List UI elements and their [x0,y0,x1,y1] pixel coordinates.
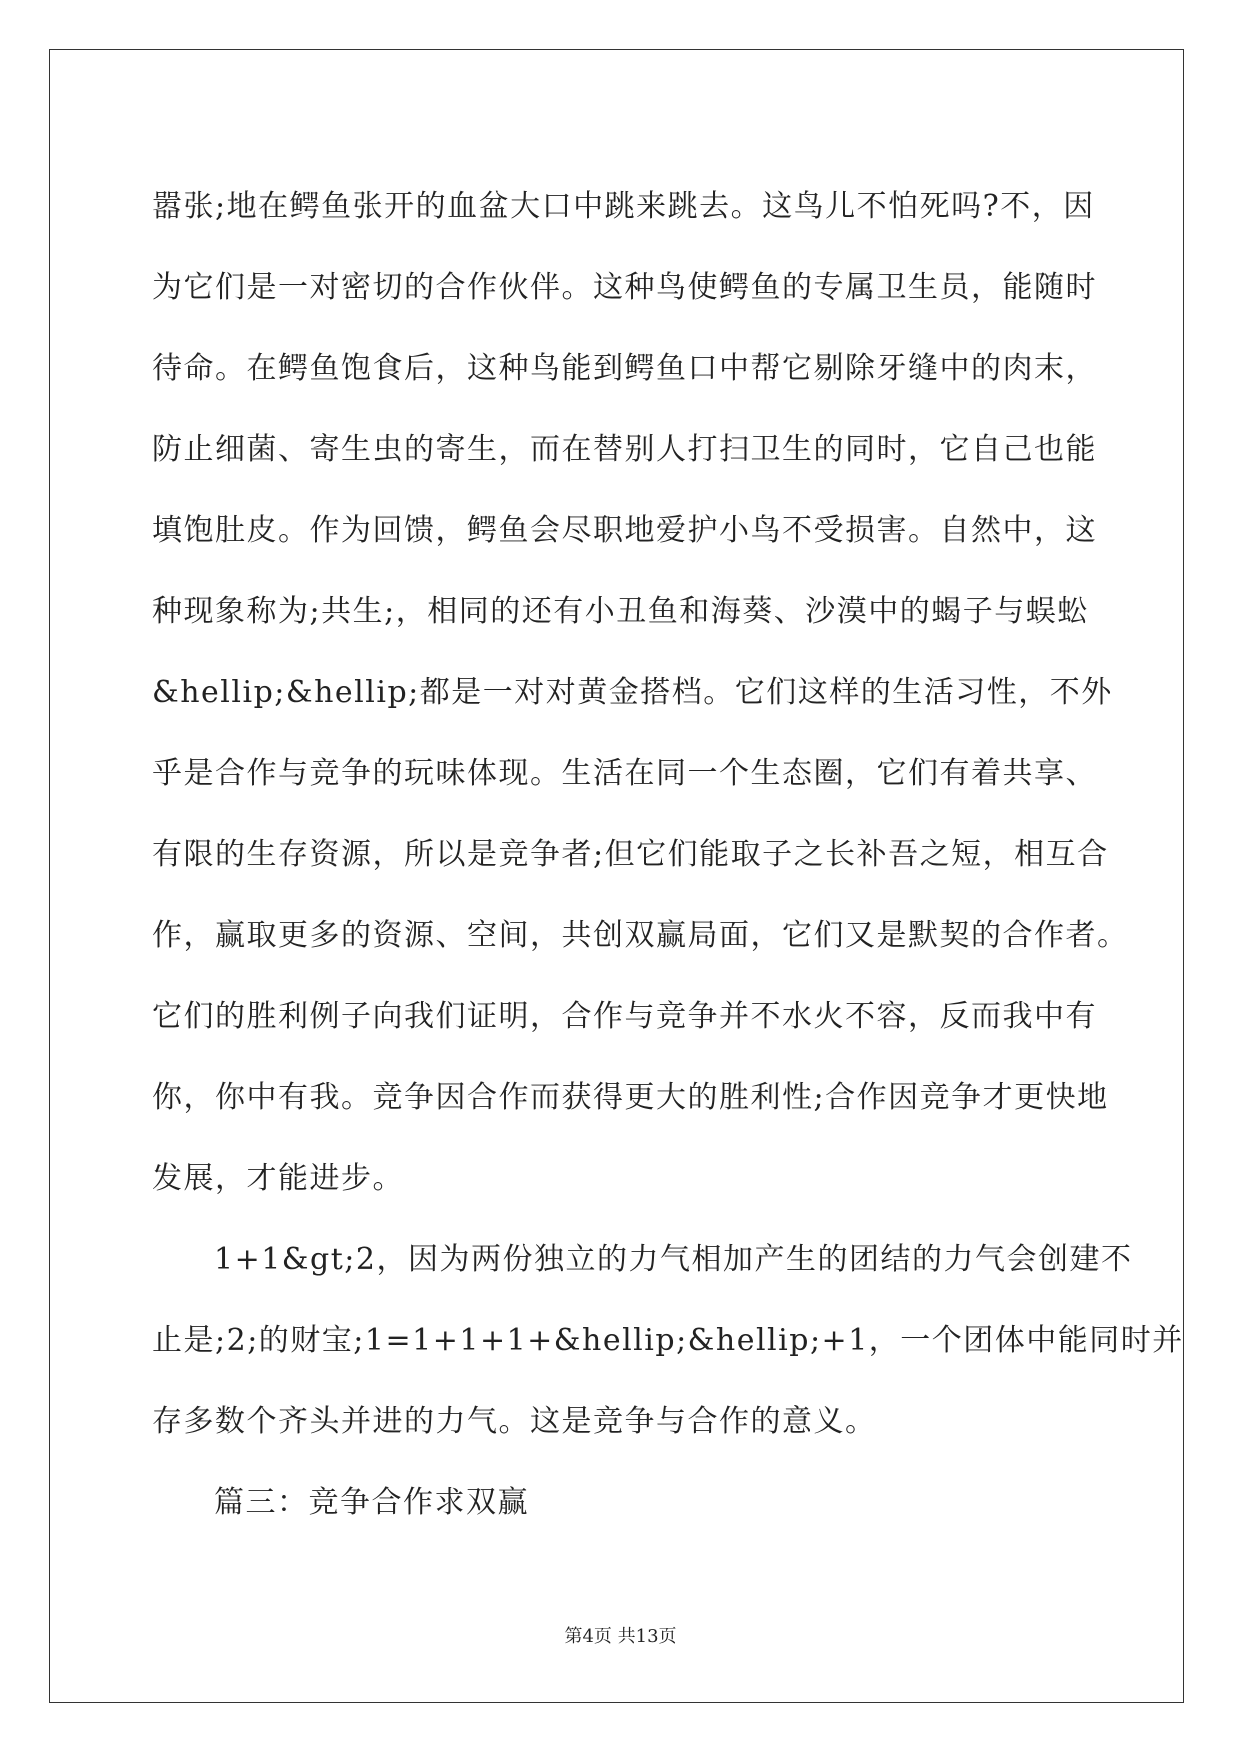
text-line: 填饱肚皮。作为回馈，鳄鱼会尽职地爱护小鸟不受损害。自然中，这 [152,513,1097,548]
text-line: 你，你中有我。竞争因合作而获得更大的胜利性;合作因竞争才更快地 [152,1080,1109,1115]
text-line: &hellip;&hellip;都是一对对黄金搭档。它们这样的生活习性，不外 [152,675,1113,710]
text-line: 为它们是一对密切的合作伙伴。这种鸟使鳄鱼的专属卫生员，能随时 [152,270,1097,305]
paragraph-start-line: 1+1&gt;2，因为两份独立的力气相加产生的团结的力气会创建不 [214,1242,1133,1277]
text-line: 种现象称为;共生;，相同的还有小丑鱼和海葵、沙漠中的蝎子与蜈蚣 [152,594,1089,629]
text-line: 乎是合作与竞争的玩味体现。生活在同一个生态圈，它们有着共享、 [152,756,1097,791]
section-heading: 篇三：竞争合作求双赢 [214,1485,529,1520]
text-line: 止是;2;的财宝;1=1+1+1+&hellip;&hellip;+1，一个团体中能同时并 [152,1323,1184,1358]
text-line: 有限的生存资源，所以是竞争者;但它们能取子之长补吾之短，相互合 [152,837,1109,872]
text-line: 它们的胜利例子向我们证明，合作与竞争并不水火不容，反而我中有 [152,999,1097,1034]
text-line: 嚣张;地在鳄鱼张开的血盆大口中跳来跳去。这鸟儿不怕死吗?不，因 [152,189,1095,224]
document-body [152,166,1184,1543]
text-line: 发展，才能进步。 [152,1161,404,1196]
text-line: 存多数个齐头并进的力气。这是竞争与合作的意义。 [152,1404,877,1439]
text-line: 待命。在鳄鱼饱食后，这种鸟能到鳄鱼口中帮它剔除牙缝中的肉末， [152,351,1097,386]
text-line: 作，赢取更多的资源、空间，共创双赢局面，它们又是默契的合作者。 [152,918,1129,953]
page-number-footer: 第4页 共13页 [564,1626,677,1647]
text-line: 防止细菌、寄生虫的寄生，而在替别人打扫卫生的同时，它自己也能 [152,432,1097,467]
